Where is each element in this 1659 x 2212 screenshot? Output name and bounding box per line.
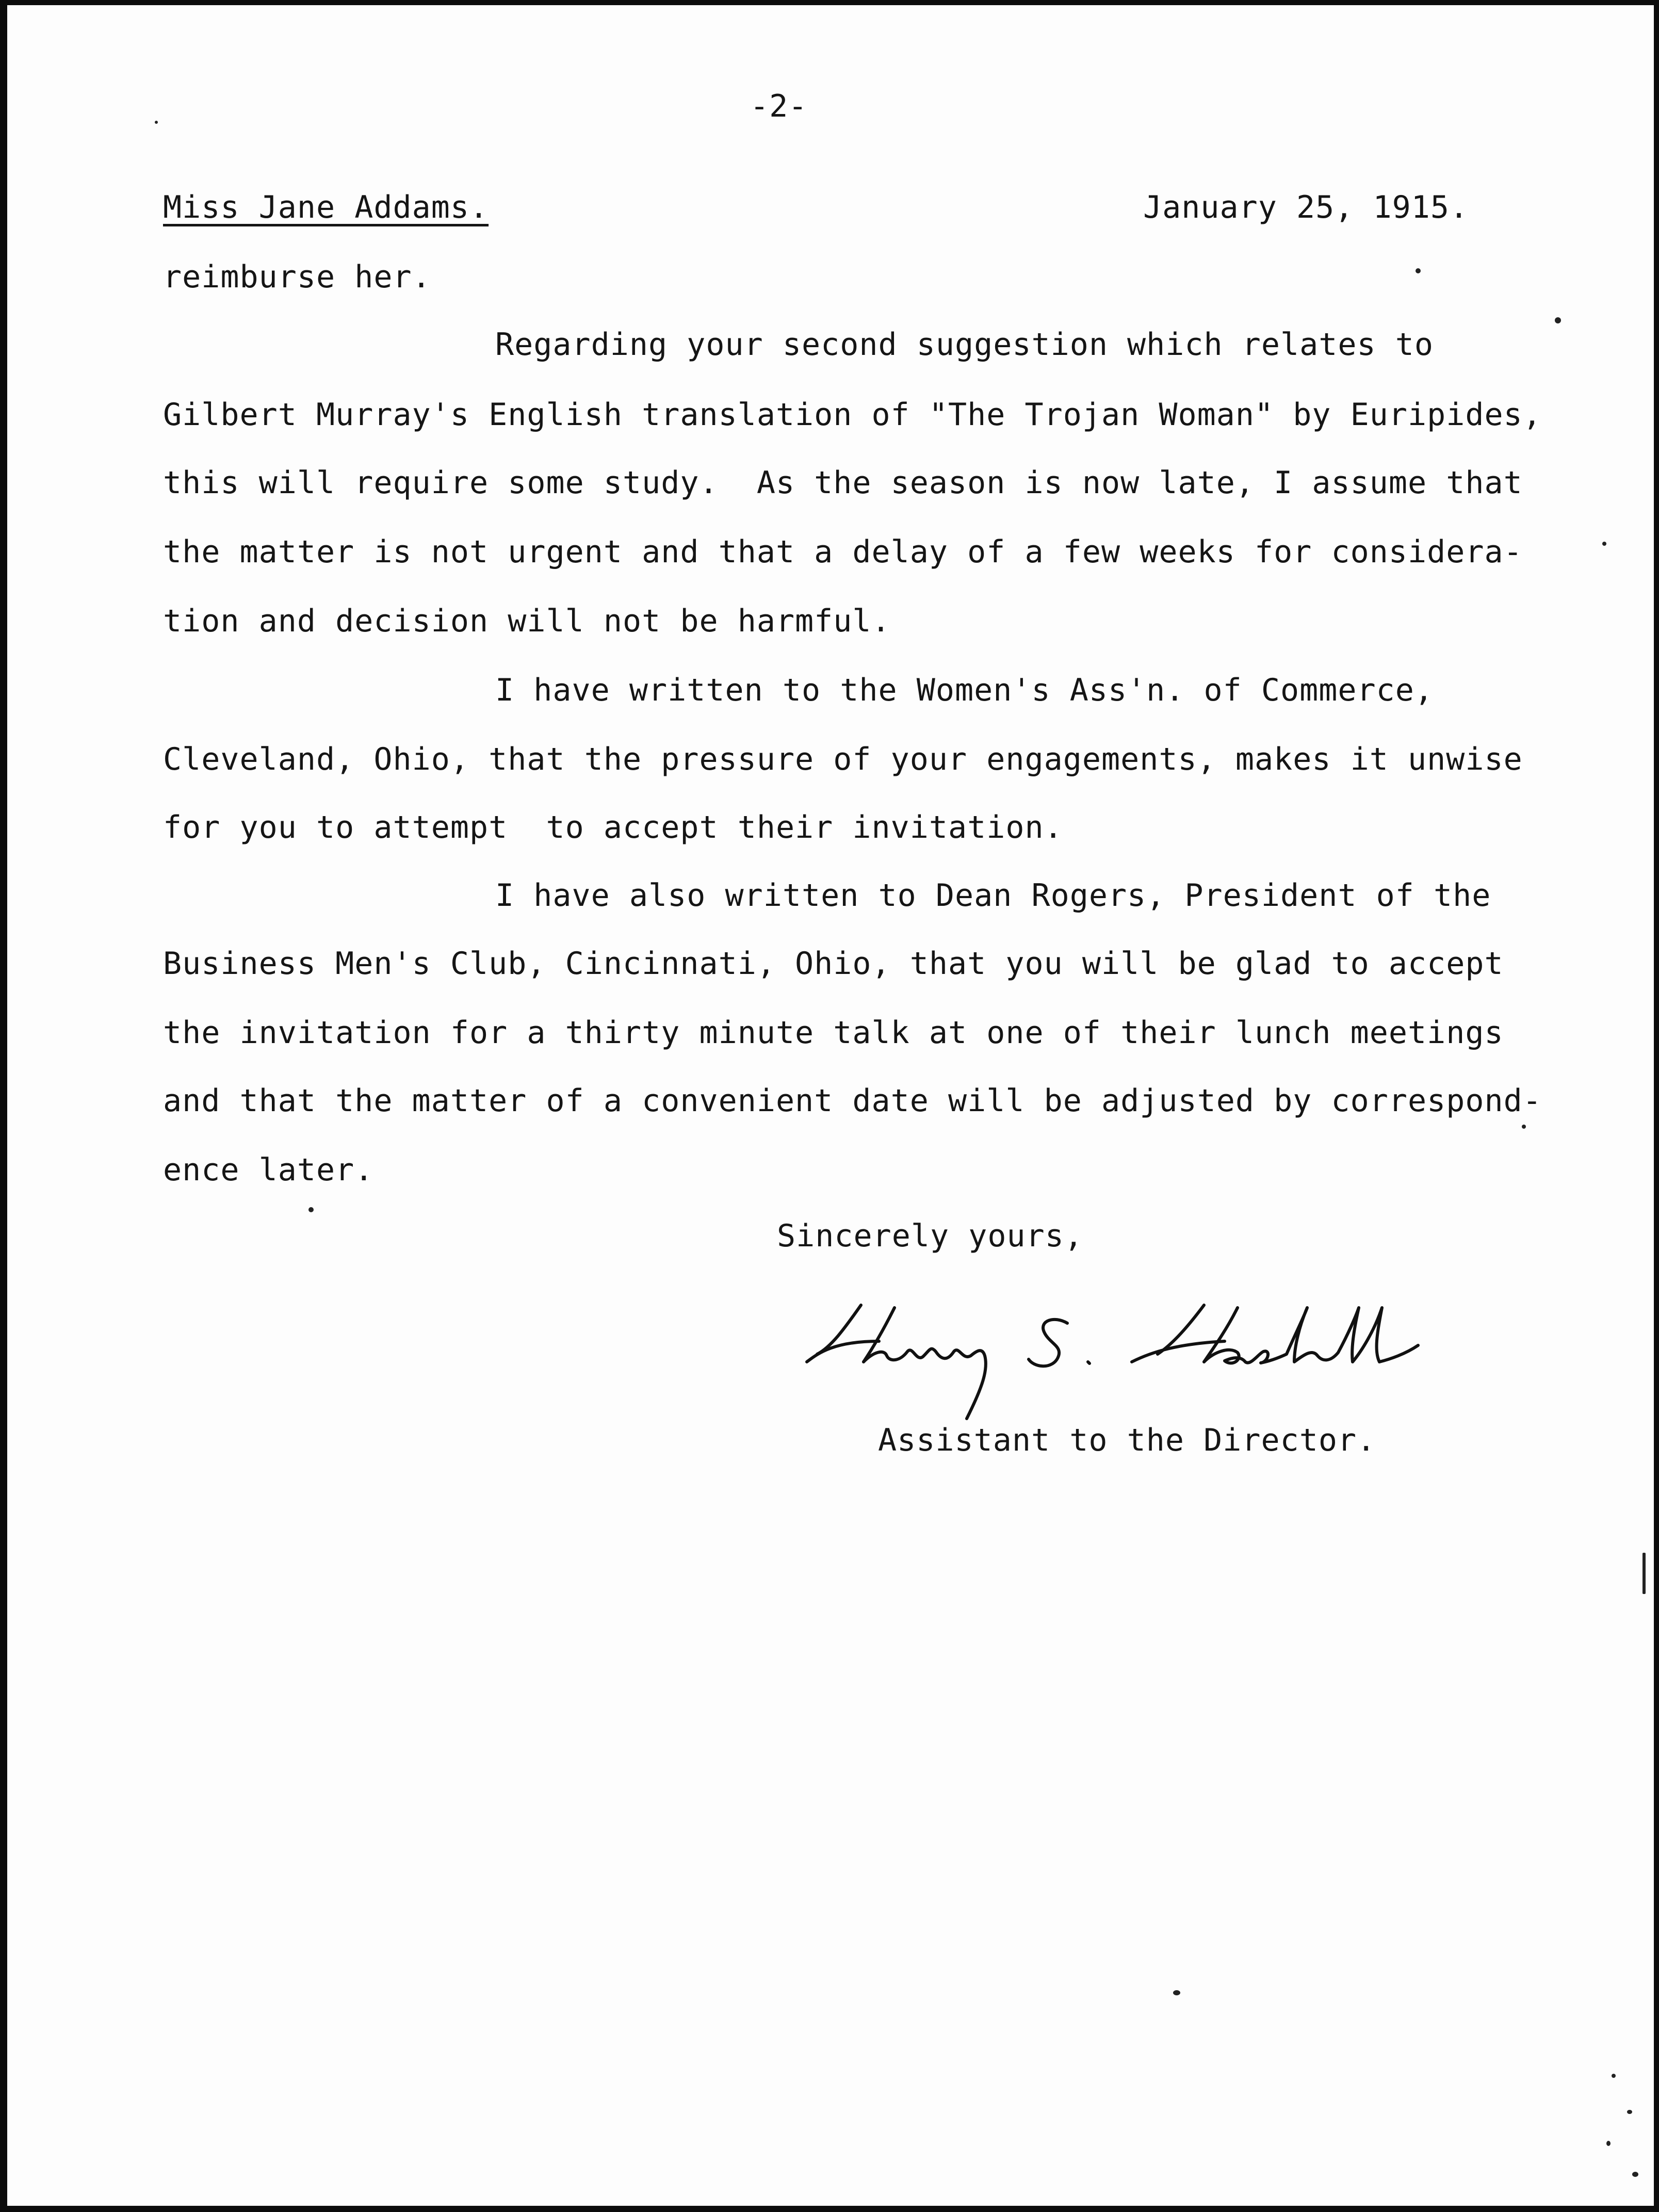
body-line: for you to attempt to accept their invitation.: [163, 809, 1063, 845]
paper-speck: [1416, 268, 1421, 273]
recipient-name: Miss Jane Addams.: [163, 189, 489, 225]
body-line: reimburse her.: [163, 259, 431, 295]
body-line: the matter is not urgent and that a delay of a few weeks for considera-: [163, 534, 1523, 570]
page-number: -2-: [750, 88, 808, 124]
paper-speck: [1627, 2110, 1632, 2114]
body-line: this will require some study. As the season is now late, I assume that: [163, 465, 1523, 501]
signer-title: Assistant to the Director.: [878, 1422, 1376, 1458]
paper-speck: [1612, 2074, 1616, 2078]
body-line: I have written to the Women's Ass'n. of Commerce,: [495, 672, 1434, 708]
paper-speck: [1632, 2172, 1638, 2177]
paper-edge-mark: [1642, 1553, 1646, 1594]
body-line: I have also written to Dean Rogers, President of the: [495, 877, 1491, 914]
paper-speck: [1602, 542, 1606, 546]
body-line: Regarding your second suggestion which relates to: [495, 327, 1434, 363]
letter-date: January 25, 1915.: [1143, 189, 1469, 225]
body-line: ence later.: [163, 1152, 374, 1188]
body-line: and that the matter of a convenient date will be adjusted by correspond-: [163, 1083, 1542, 1119]
handwritten-signature: [796, 1284, 1431, 1429]
paper-speck: [155, 121, 158, 124]
closing: Sincerely yours,: [777, 1218, 1083, 1254]
paper-speck: [1555, 317, 1561, 323]
paper-speck: [1522, 1125, 1526, 1129]
paper-speck: [1606, 2141, 1611, 2146]
body-line: Gilbert Murray's English translation of "The Trojan Woman" by Euripides,: [163, 397, 1542, 433]
paper-speck: [1173, 1990, 1180, 1995]
body-line: Business Men's Club, Cincinnati, Ohio, that you will be glad to accept: [163, 946, 1504, 982]
body-line: Cleveland, Ohio, that the pressure of your engagements, makes it unwise: [163, 741, 1523, 777]
body-line: tion and decision will not be harmful.: [163, 603, 891, 639]
paper-speck: [308, 1207, 314, 1212]
body-line: the invitation for a thirty minute talk at one of their lunch meetings: [163, 1015, 1504, 1051]
